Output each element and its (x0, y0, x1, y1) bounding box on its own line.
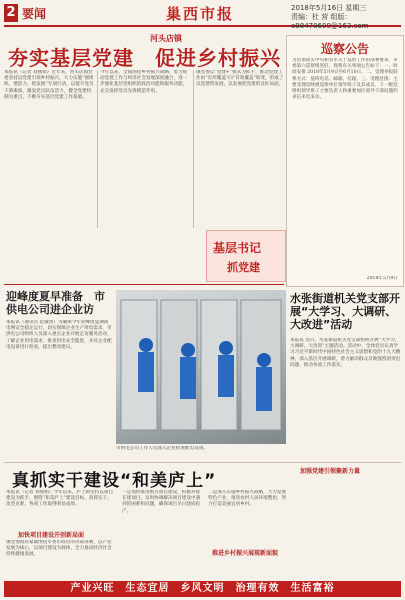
masthead-logo: 巢西市报 (166, 5, 235, 23)
page-header (4, 3, 401, 30)
lushang-column-2: 一是加快推进重点项目建设，积极对接在建项目，及时协调解决项目建设中遇到的困难和问题，确保项目早日建成投产。 (122, 490, 201, 514)
editor-credit: 责编：杜 营 (291, 13, 329, 21)
lead-kicker: 河头店镇 (150, 34, 182, 43)
lushang-subhead-2: 推进乡村振兴展现新面貌 (212, 550, 279, 557)
power-story-body: 本报讯（通讯员 范敏鸿）为确保今年迎峰度夏期间电网安全稳定运行，切实保障企业生产用电需求，市供电公司组织人员深入重点企业开展走访服务活动，了解企业用电需求，排查用电安全隐患，并对企业配电设备进行检查，提出整改建议。 (6, 320, 112, 350)
lead-column-3: 镇党委以“党建+”模式为抓手，推动党建工作由“有形覆盖”向“有效覆盖”转变，形成了以党建带发展、以发展促党建的良好局面。 (196, 70, 284, 88)
street-story-body: 本报讯 近日，水张街道机关党支部组织开展“大学习、大调研、大改进”主题活动。活动中，全体党员认真学习习近平新时代中国特色社会主义思想和党的十九大精神，深入基层开展调研，着力解决群众反映强烈的突出问题，推动各项工作落实。 (290, 338, 401, 368)
badge-line-1: 基层书记 (213, 241, 262, 255)
editor-email: 组版：a98470600@163.com (291, 13, 369, 30)
lushang-column-3: 二是深入实施乡村振兴战略，大力发展特色产业，推进农村人居环境整治，努力打造美丽宜居乡村。 (208, 490, 287, 508)
section-title: 要闻 (22, 7, 47, 21)
lushang-column-1: 镇党委政府紧紧围绕市委市政府的决策部署，以产业发展为核心，以项目建设为载体，全力推动经济社会持续健康发展。 (6, 540, 112, 558)
header-meta (291, 4, 401, 31)
badge-line-2: 抓党建 (227, 261, 260, 274)
lushang-headline: 真抓实干建设“和美庐上” (12, 471, 217, 491)
lead-column-1: 本报讯（记者 刘燕娟）近年来，河头店镇党委坚持以党建引领乡村振兴，大力实施“强组织、增活力、促发展”专项行动，以提升党员干部素质，激发党员队伍活力，健全党建机制为重点，不断夯实基层党建工作基础。 (4, 70, 94, 100)
notice-date: 2018年5月9日 (366, 275, 398, 281)
power-workers-photo (116, 290, 286, 444)
street-story-headline: 水张街道机关党支部开展“大学习、大调研、大改进”活动 (290, 292, 400, 331)
column-rule (97, 70, 98, 228)
column-rule (193, 70, 194, 228)
lead-headline: 夯实基层党建 促进乡村振兴 (8, 46, 281, 70)
section-divider (4, 284, 284, 285)
news-photo (116, 290, 286, 444)
lushang-subhead-3: 加强党建引领聚新力量 (300, 468, 361, 475)
notice-box (286, 35, 404, 287)
footer-slogan: 产业兴旺 生态宜居 乡风文明 治理有效 生活富裕 (4, 581, 401, 597)
lushang-intro: 本报讯（记者 刘燕娟）今年以来，庐上镇坚持以项目建设为抓手，围绕“和美庐上”建设目标，真抓实干、攻坚克难，各项工作取得明显成效。 (6, 490, 114, 508)
section-divider (4, 462, 401, 463)
power-story-headline: 迎峰度夏早准备 市供电公司进企业访 (6, 290, 105, 316)
party-building-badge (206, 230, 286, 282)
notice-body: 为贯彻落实中央和省市关于巡察工作的部署要求，市委第六巡察组进驻，现将有关事项公告如下：一、时间安排 2018年5月9日至6月10日。二、受理举报联系方式：值班电话、邮箱、信箱。三、受理范围：主要受理反映被巡察单位领导班子及其成员、下一级党组织领导班子主要负责人和重要岗位领导干部问题的来信来电来访。 (292, 58, 398, 101)
lead-column-2: 今年以来，全镇围绕乡村振兴战略，着力推动党建工作与经济社会发展深度融合，进一步强化基层党组织的政治功能和服务功能，充分发挥党员先锋模范作用。 (100, 70, 188, 94)
photo-caption: 市供电公司工作人员深入企业检查配电设备。 (116, 446, 208, 451)
lushang-subhead-1: 加快项目建设开创新局面 (18, 532, 85, 539)
notice-title: 巡察公告 (320, 42, 369, 56)
page-number: 2 (4, 4, 18, 22)
issue-date: 2018年5月16日 星期三 (291, 4, 367, 12)
